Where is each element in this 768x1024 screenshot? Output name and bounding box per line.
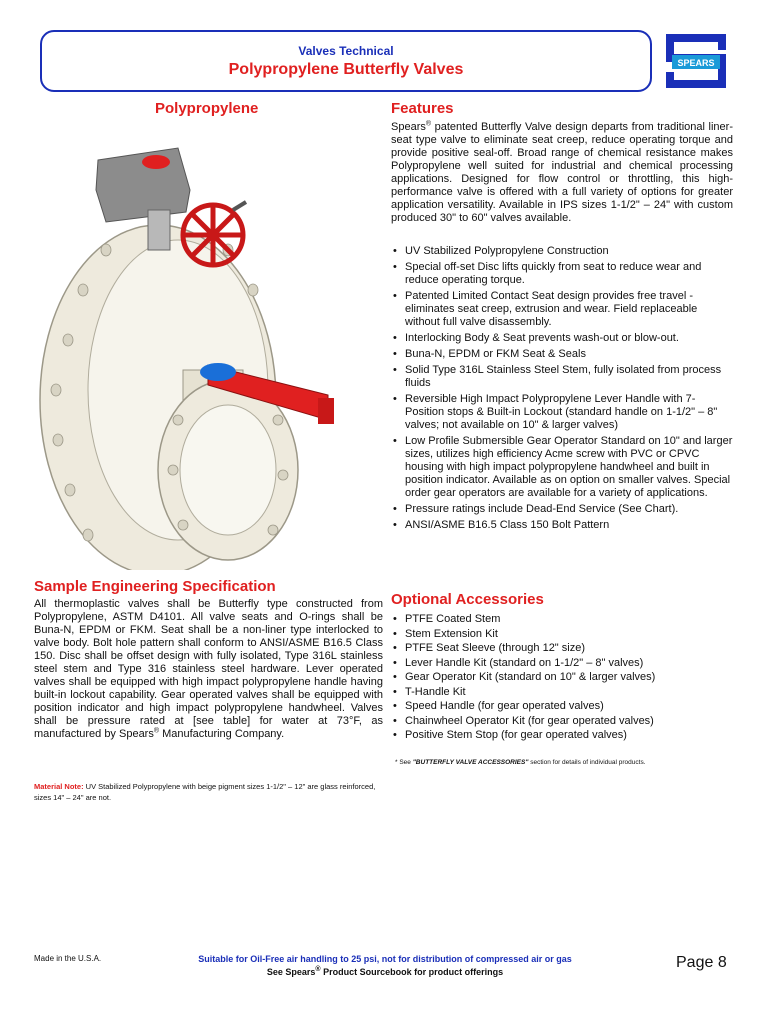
list-item: • T-Handle Kit	[391, 686, 733, 699]
list-item: • UV Stabilized Polypropylene Construction	[391, 245, 733, 258]
list-item: • Positive Stem Stop (for gear operated valves)	[391, 729, 733, 742]
list-item: • ANSI/ASME B16.5 Class 150 Bolt Pattern	[391, 519, 733, 532]
material-note-label: Material Note:	[34, 781, 84, 791]
features-heading: Features	[391, 100, 454, 117]
list-item: • Stem Extension Kit	[391, 628, 733, 641]
made-in-usa: Made in the U.S.A.	[34, 954, 102, 963]
header-subtitle: Valves Technical	[298, 44, 394, 58]
footer-line-2: See Spears® Product Sourcebook for product offerings	[266, 966, 504, 977]
list-item: • Special off-set Disc lifts quickly from seat to reduce wear and reduce operating torque.	[391, 261, 733, 287]
footer-notice	[150, 953, 620, 979]
image-caption: Polypropylene	[155, 100, 259, 117]
list-item: • Lever Handle Kit (standard on 1-1/2" – 8" valves)	[391, 657, 733, 670]
list-item: • Patented Limited Contact Seat design provides free travel - eliminates seat creep, extrusion and wear. Field replaceable without full valve disassembly.	[391, 290, 733, 329]
butterfly-valve-illustration	[28, 140, 378, 570]
page-number: Page 8	[676, 954, 727, 971]
header-banner	[40, 30, 652, 92]
list-item: • Speed Handle (for gear operated valves)	[391, 700, 733, 713]
footer-line-1: Suitable for Oil-Free air handling to 25 psi, not for distribution of compressed air or gas	[198, 954, 572, 964]
list-item: • Solid Type 316L Stainless Steel Stem, fully isolated from process fluids	[391, 364, 733, 390]
list-item: • Pressure ratings include Dead-End Service (See Chart).	[391, 503, 733, 516]
spears-logo	[660, 30, 732, 92]
accessories-list	[391, 613, 733, 744]
logo-text: SPEARS	[677, 58, 715, 68]
material-note: Material Note: UV Stabilized Polypropylene with beige pigment sizes 1-1/2" – 12" are glass reinforced, sizes 14" – 24" are not.	[34, 781, 376, 802]
page-title: Polypropylene Butterfly Valves	[228, 61, 464, 78]
list-item: • Reversible High Impact Polypropylene Lever Handle with 7-Position stops & Built-in Lockout (standard handle on 1-1/2" – 8" valves; not available on 10" & larger valves)	[391, 393, 733, 432]
list-item: • Gear Operator Kit (standard on 10" & larger valves)	[391, 671, 733, 684]
accessories-heading: Optional Accessories	[391, 591, 544, 608]
spec-text: All thermoplastic valves shall be Butterfly type constructed from Polypropylene, ASTM D4101. All valve seats and O-rings shall be Buna-N, EPDM or FKM. Seat shall be a non-liner type interlocked to valve body. Bolt hole pattern shall conform to ANSI/ASME B16.5 Class 150. Disc shall be offset design with fully isolated, Type 316L stainless steel stem and Type 316 stainless steel hardware. Lever operated valves shall be equipped with high impact polypropylene handle having built-in lockout capability. Gear operated valves shall be equipped with position indicator and high impact polypropylene handwheel. Valves shall be pressure rated at [see table] for water at 73°F, as manufactured by Spears® Manufacturing Company.	[34, 598, 383, 740]
spec-heading: Sample Engineering Specification	[34, 578, 276, 595]
list-item: • Chainwheel Operator Kit (for gear operated valves)	[391, 715, 733, 728]
features-list	[391, 245, 733, 535]
accessories-note: * See "BUTTERFLY VALVE ACCESSORIES" section for details of individual products.	[395, 758, 646, 766]
list-item: • Low Profile Submersible Gear Operator Standard on 10" and larger sizes, utilizes high efficiency Acme screw with PVC or CPVC housing with high impact polypropylene handwheel and built in position indicator. Available as on option on smaller valves. Special order gear operators are available for a variety of applications.	[391, 435, 733, 500]
list-item: • PTFE Coated Stem	[391, 613, 733, 626]
list-item: • Buna-N, EPDM or FKM Seat & Seals	[391, 348, 733, 361]
list-item: • PTFE Seat Sleeve (through 12" size)	[391, 642, 733, 655]
list-item: • Interlocking Body & Seat prevents wash-out or blow-out.	[391, 332, 733, 345]
features-intro: Spears® patented Butterfly Valve design departs from traditional liner-seat type valve to eliminate seat creep, reduce operating torque and provide positive seal-off. Broad range of chemical resistance makes Polypropylene well suited for industrial and chemical processing applications. Designed for flow control or throttling, this high-performance valve is offered with a full variety of options for greater application versatility. Available in IPS sizes 1-1/2" – 24" with custom produced 30" to 60" valves available.	[391, 120, 733, 224]
